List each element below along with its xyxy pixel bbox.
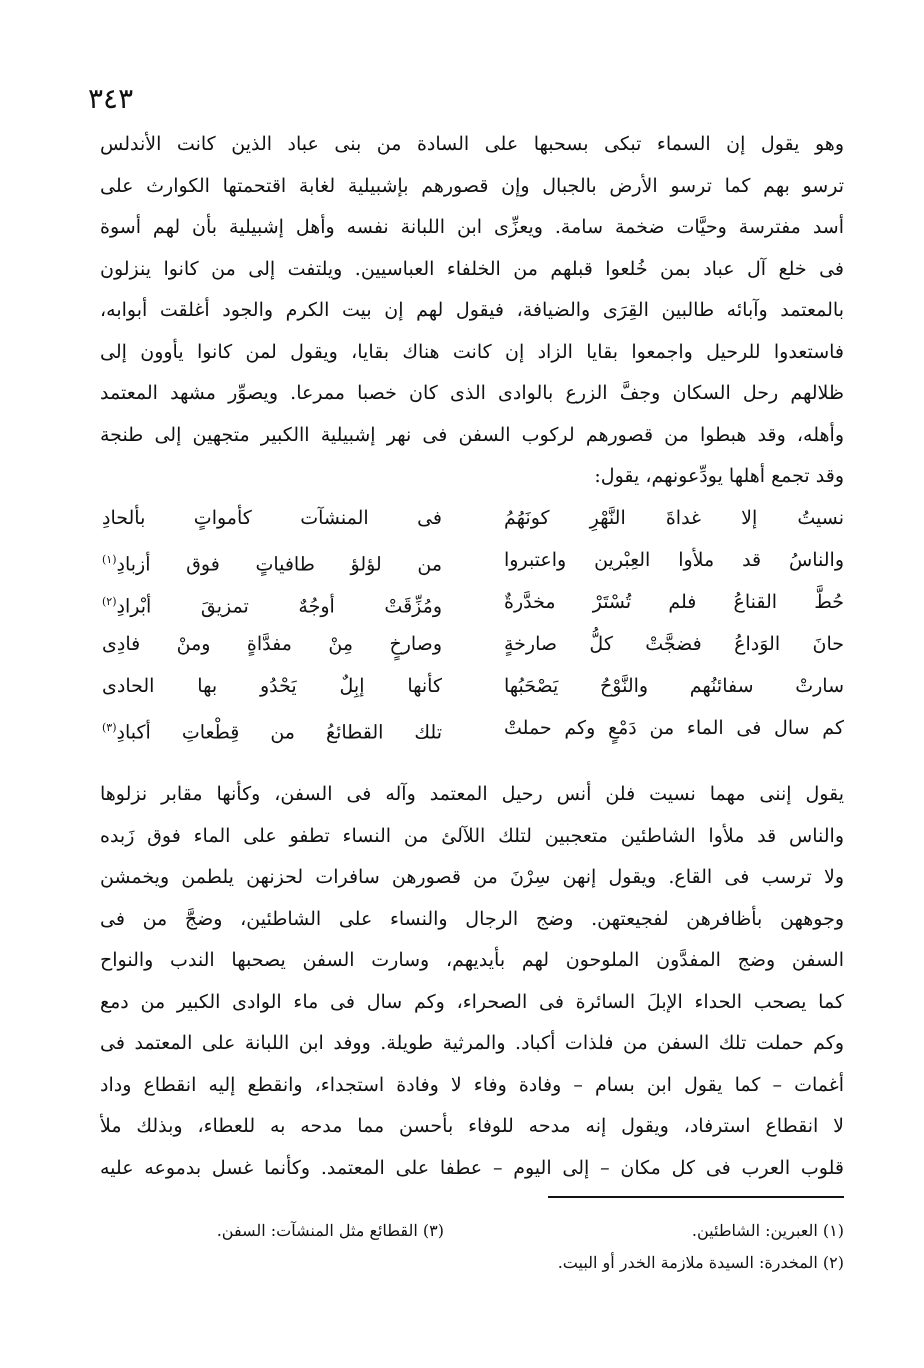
hemistich-second (102, 710, 442, 750)
text-line: كما يصحب الحداء الإبلَ السائرة فى الصحراء، وكم سال فى ماء الوادى الكبير من دمع (100, 990, 844, 1013)
footnote-marker: (١) (102, 553, 117, 566)
verse-text: من لؤلؤ طافياتٍ فوق أزبادِ (116, 553, 442, 576)
hemistich-first: كم سال فى الماء من دَمْعٍ وكم حملتْ (504, 717, 844, 739)
text-line: وأهله، وقد هبطوا من قصورهم لركوب السفن فى نهر إشبيلية االكبير متجهين إلى طنجة (100, 423, 844, 446)
hemistich-second (102, 542, 442, 582)
poem-verse (100, 584, 844, 620)
text-line: أسد مفترسة وحيَّات ضخمة سامة. ويعزِّى ابن اللبانة نفسه وأهل إشبيلية بأن لهم أسوة (100, 216, 844, 238)
paragraph-2 (100, 774, 844, 1189)
poem-verse (100, 626, 844, 662)
text-line: فاستعدوا للرحيل واجمعوا بقايا الزاد إن كانت هناك بقايا، ويقول لمن كانوا يأوون إلى (100, 340, 844, 363)
text-line: أغمات – كما يقول ابن بسام – وفادة وفاء لا وفادة استجداء، وانقطع إليه انقطاع وداد (100, 1073, 844, 1096)
poem (100, 500, 844, 746)
text-line: بالمعتمد وآبائه طالبين القِرَى والضيافة، فيقول لهم إن بيت الكرم والجود أغلقت أبوابه، (100, 299, 844, 321)
footnote-marker: (٢) (102, 595, 117, 608)
text-line: والناس قد ملأوا الشاطئين متعجبين لتلك اللآلئ من النساء تطفو على الماء فوق زَبده (100, 824, 844, 847)
footnote-1: (١) العبرين: الشاطئين. (691, 1221, 844, 1240)
text-line: فى خلع آل عباد بمن خُلعوا قبلهم من الخلفاء العباسيين. ويلتفت إلى من كانوا ينزلون (100, 257, 844, 280)
text-line: ظلالهم رحل السكان وجفَّ الزرع بالوادى الذى كان خصبا ممرعا. ويصوِّر مشهد المعتمد (100, 382, 844, 404)
page-number: ٣٤٣ (88, 82, 134, 115)
text-line: قلوب العرب فى كل مكان – إلى اليوم – عطفا على المعتمد. وكأنما غسل بدموعه عليه (100, 1156, 844, 1179)
footnote-separator (548, 1196, 844, 1198)
text-line: وقد تجمع أهلها يودِّعونهم، يقول: (594, 465, 844, 487)
hemistich-second (102, 584, 442, 624)
text-line: وكم حملت تلك السفن من فلذات أكباد. والمرثية طويلة. ووفد ابن اللبانة على المعتمد فى (100, 1032, 844, 1054)
text-line: ترسو بهم كما ترسو الأرض بالجبال وإن قصورهم بإشبيلية لغابة اقتحمتها الكوارث على (100, 174, 844, 197)
footnote-3: (٣) القطائع مثل المنشآت: السفن. (216, 1221, 444, 1240)
footnote-2: (٢) المخدرة: السيدة ملازمة الخدر أو البيت. (557, 1253, 844, 1272)
poem-verse (100, 500, 844, 536)
text-line: يقول إننى مهما نسيت فلن أنس رحيل المعتمد وآله فى السفن، وكأنها مقابر نزلوها (100, 783, 844, 805)
verse-text: ومُزِّقَتْ أوجُهٌ تمزيقَ أبْرادِ (116, 595, 442, 618)
paragraph-1 (100, 124, 844, 498)
footnote-marker: (٣) (102, 721, 117, 734)
text-line: ولا ترسب فى القاع. ويقول إنهن سِرْنَ من قصورهن سافرات لحزنهن يلطمن ويخمشن (100, 866, 844, 888)
poem-verse (100, 668, 844, 704)
hemistich-first: سارتْ سفائنُهم والنَّوْحُ يَصْحَبُها (504, 675, 844, 697)
verse-text: تلك القطائعُ من قِطْعاتِ أكبادِ (116, 721, 442, 744)
hemistich-second: وصارخٍ مِنْ مفدَّاةٍ ومنْ فادِى (102, 633, 442, 655)
poem-verse (100, 710, 844, 746)
hemistich-first: حُطَّ القناعُ فلم تُسْتَرْ مخدَّرةٌ (504, 591, 844, 613)
hemistich-first: والناسُ قد ملأوا العِبْرين واعتبروا (504, 549, 844, 571)
footnotes (100, 1216, 844, 1316)
text-line: وجوههن بأظافرهن لفجيعتهن. وضج الرجال والنساء على الشاطئين، وضجَّ من فى (100, 907, 844, 930)
hemistich-first: حانَ الوَداعُ فضجَّتْ كلُّ صارخةٍ (504, 633, 844, 655)
text-line: السفن وضج المفدَّون الملوحون لهم بأيديهم، وسارت السفن يصحبها الندب والنواح (100, 949, 844, 971)
poem-verse (100, 542, 844, 578)
text-line: وهو يقول إن السماء تبكى بسحبها على السادة من بنى عباد الذين كانت الأندلس (100, 133, 844, 155)
hemistich-second: كأنها إبِلٌ يَحْدُو بها الحادى (102, 675, 442, 697)
hemistich-second: فى المنشآت كأمواتٍ بألحادِ (102, 507, 442, 529)
hemistich-first: نسيتُ إلا غداةَ النَّهْرِ كونَهُمُ (504, 507, 844, 529)
text-line: لا انقطاع استرفاد، ويقول إنه مدحه للوفاء بأحسن مما مدحه به للعطاء، وبذلك ملأ (100, 1115, 844, 1137)
